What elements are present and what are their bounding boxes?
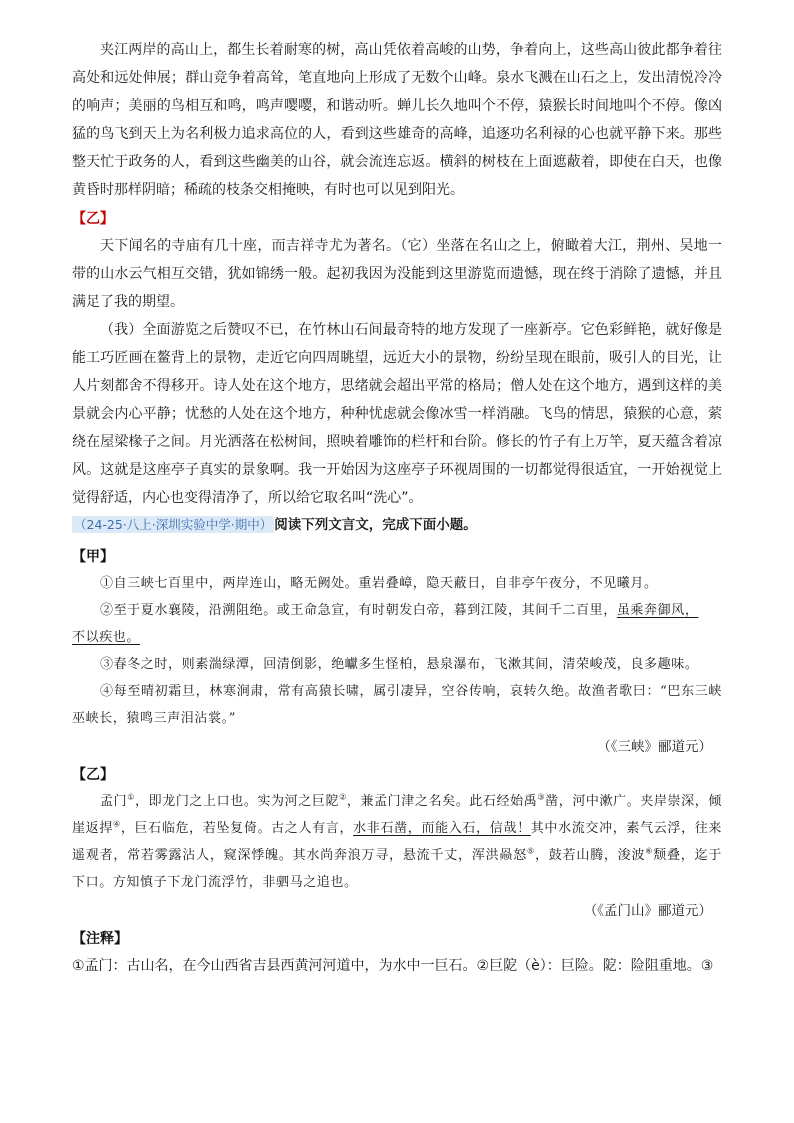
jia-s2-underlined-2: 不以疾也。: [72, 630, 141, 645]
yi-text-2: ，即龙门之上口也。实为河之巨阸: [135, 794, 340, 809]
yi-text-3: ，兼孟门津之名矣。此石经始禹: [346, 794, 538, 809]
question-header: [72, 512, 722, 538]
yi-source: （《孟门山》郦道元）: [583, 903, 712, 919]
notes-label: 【注释】: [72, 931, 128, 947]
yi-text-5: ，巨石临危，若坠复倚。古之人有言，: [120, 821, 354, 836]
question-instruction: 阅读下列文言文，完成下面小题。: [274, 517, 477, 533]
section-label-jia: 【甲】: [72, 549, 114, 565]
yi-text-7: ，鼓若山腾，浚波: [534, 848, 646, 863]
document-page: [72, 36, 722, 980]
jia-sentence-2: [72, 597, 722, 624]
jia-sentence-1: ①自三峡七百里中，两岸连山，略无阙处。重岩叠嶂，隐天蔽日，自非亭午夜分，不见曦月。: [100, 576, 658, 591]
translation-paragraph-yi-1: 天下闻名的寺庙有几十座，而吉祥寺尤为著名。（它）坐落在名山之上，俯瞰着大江，荆州、吴地一带的山水云气相互交错，犹如锦绣一般。起初我因为没能到这里游览而遗憾，现在终于消除了遗憾，并且满足了我的期望。: [72, 238, 722, 310]
jia-s2-text: ②至于夏水襄陵，沿溯阻绝。或王命急宣，有时朝发白帝，暮到江陵，其间千二百里，: [100, 603, 617, 618]
yi-footnote-6: ⑥: [645, 846, 654, 856]
yi-footnote-2: ②: [339, 792, 347, 802]
question-source-tag: （24-25·八上·深圳实验中学·期中）: [74, 517, 273, 532]
jia-s2-underlined-1: 虽乘奔御风，: [616, 603, 699, 618]
yi-footnote-5: ⑤: [526, 846, 535, 856]
yi-footnote-3: ③: [537, 792, 546, 802]
yi-passage: [72, 788, 722, 896]
jia-sentence-3: ③春冬之时，则素湍绿潭，回清倒影，绝巘多生怪柏，悬泉瀑布，飞漱其间，清荣峻茂，良多趣味。: [100, 657, 699, 672]
translation-paragraph-yi-2: （我）全面游览之后赞叹不已，在竹林山石间最奇特的地方发现了一座新亭。它色彩鲜艳，就好像是能工巧匠画在鳌背上的景物，走近它向四周眺望，远近大小的景物，纷纷呈现在眼前，吸引人的目光，让人片刻都舍不得移开。诗人处在这个地方，思绪就会超出平常的格局；僧人处在这个地方，遇到这样的美景就会内心平静；忧愁的人处在这个地方，种种忧虑就会像冰雪一样消融。飞鸟的情思，猿猴的心意，萦绕在屋梁椽子之间。月光洒落在松树间，照映着雕饰的栏杆和台阶。修长的竹子有上万竿，夏天蕴含着凉风。这就是这座亭子真实的景象啊。我一开始因为这座亭子环视周围的一切都觉得很适宜，一开始视觉上觉得舒适，内心也变得清净了，所以给它取名叫“洗心”。: [72, 322, 722, 506]
yi-text-8: 颓叠，迄于下口。方知慎子下龙门流浮竹，非驷马之追也。: [72, 848, 722, 890]
yi-text-4: 凿，河中漱广。夹岸崇深，倾崖返捍: [72, 794, 722, 836]
section-label-yi: 【乙】: [72, 767, 114, 783]
yi-text-1: 孟门: [100, 794, 128, 809]
yi-underlined-sentence: 水非石凿，而能入石，信哉！: [353, 821, 531, 836]
translation-paragraph-jia: 夹江两岸的高山上，都生长着耐寒的树，高山凭依着高峻的山势，争着向上，这些高山彼此都争着往高处和远处伸展；群山竞争着高耸，笔直地向上形成了无数个山峰。泉水飞溅在山石之上，发出清悦冷冷的响声；美丽的鸟相互和鸣，鸣声嘤嘤，和谐动听。蝉儿长久地叫个不停，猿猴长时间地叫个不停。像凶猛的鸟飞到天上为名利极力追求高位的人，看到这些雄奇的高峰，追逐功名利禄的心也就平静下来。那些整天忙于政务的人，看到这些幽美的山谷，就会流连忘返。横斜的树枝在上面遮蔽着，即使在白天，也像黄昏时那样阴暗；稀疏的枝条交相掩映，有时也可以见到阳光。: [72, 42, 722, 198]
section-label-yi-translation: 【乙】: [72, 211, 114, 227]
notes-text: ①孟门：古山名，在今山西省吉县西黄河河道中，为水中一巨石。②巨阸（è）：巨险。阸：险阻重地。③: [72, 958, 714, 974]
yi-footnote-4: ④: [113, 819, 121, 829]
jia-sentence-2-cont: [72, 624, 722, 651]
jia-sentence-4: ④每至晴初霜旦，林寒涧肃，常有高猿长啸，属引凄异，空谷传响，哀转久绝。故渔者歌曰：“巴东三峡巫峡长，猿鸣三声泪沾裳。”: [72, 684, 722, 726]
yi-text-6: 其中水流交冲，素气云浮，往来遥观者，常若雾露沾人，窥深悸魄。其水尚奔浪万寻，悬流千丈，浑洪赑怒: [72, 821, 722, 863]
yi-footnote-1: ①: [127, 792, 135, 802]
jia-source: （《三峡》郦道元）: [597, 739, 712, 755]
